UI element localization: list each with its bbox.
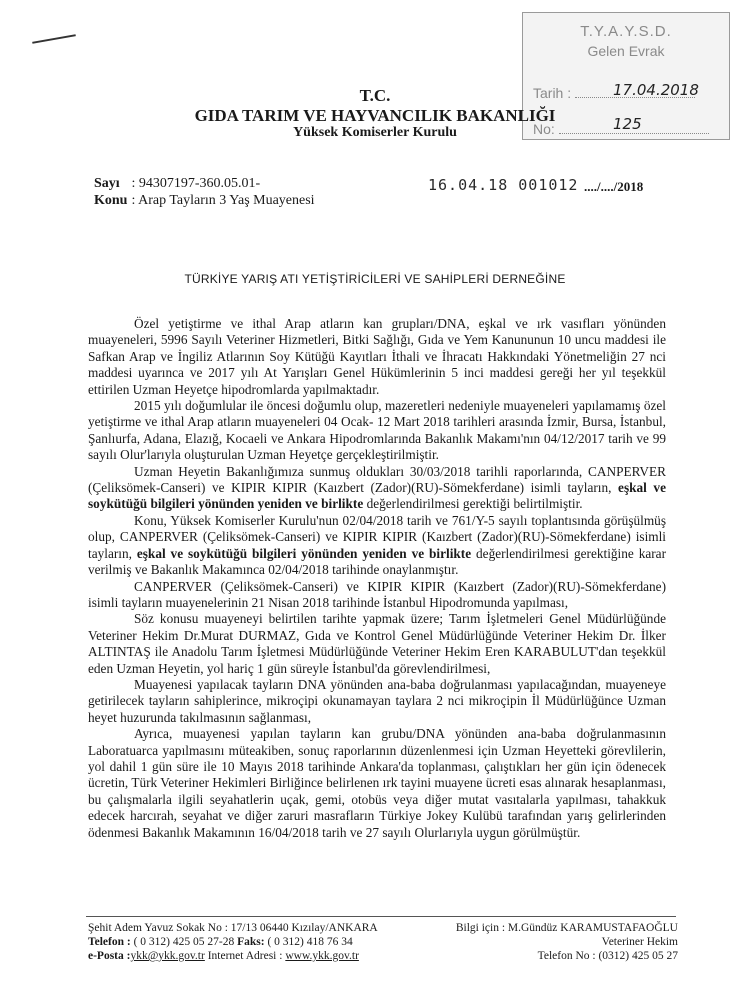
footer-email-link[interactable]: ykk@ykk.gov.tr	[130, 950, 205, 962]
stamp-title: Gelen Evrak	[587, 43, 665, 59]
footer-web-link[interactable]: www.ykk.gov.tr	[285, 950, 359, 962]
paragraph-8: Ayrıca, muayenesi yapılan tayların kan grubu/DNA yönünden ana-baba doğrulanmasının Laboratuarca yapılmasını müteakiben, sonuç raporlarının düzenlenmesi için Uzman Heyetteki görevlilerin, yol dahil 1 gün süre ile 10 Mayıs 2018 tarihinde Ankara'da toplanması, çalıştıkları her gün için ödenecek ücretin, Türk Veteriner Hekimleri Birliğince belirlenen ırk tayini muayene ücreti esas alınarak hesaplanması, bu çalışmalarla ilgili seyahatlerin uçak, gemi, otobüs veya diğer mutat vasıtalarla yapılması, tahakkuk edecek harcırah, seyahat ve diğer zaruri masrafların Türkiye Jokey Kulübü tarafından yarış gelirlerinden ödenmesi Bakanlık Makamının 16/04/2018 tarih ve 27 sayılı Olurlarıyla uygun görülmüştür.	[88, 726, 666, 840]
konu-label: Konu	[94, 193, 128, 208]
paragraph-7: Muayenesi yapılacak tayların DNA yönünden ana-baba doğrulanması yapılacağından, muayeneye getirilecek tayların sahiplerince, mikroçipi okunamayan taylara 2 nci mikroçipin İl Müdürlüğünce Uzman heyet huzurunda takılmasının sağlanması,	[88, 676, 666, 725]
sayi-value: : 94307197-360.05.01-	[131, 176, 261, 191]
footer-phone-row	[88, 935, 378, 949]
footer-web-label: Internet Adresi :	[207, 950, 283, 962]
footer-title: Veteriner Hekim	[601, 936, 678, 948]
footer-address: Şehit Adem Yavuz Sokak No : 17/13 06440 Kızılay/ANKARA	[88, 922, 378, 934]
stamp-date-label: Tarih :	[533, 85, 572, 101]
paragraph-3	[88, 464, 666, 513]
paragraph-6: Söz konusu muayeneyi belirtilen tarihte yapmak üzere; Tarım İşletmeleri Genel Müdürlüğünde Veteriner Hekim Dr.Murat DURMAZ, Gıda ve Kontrol Genel Müdürlüğünde Veteriner Hekim Dr. İlker ALTINTAŞ ile Anadolu Tarım İşletmesi Müdürlüğünde Veteriner Hekim Eren KARABULUT'dan teşekkül eden Uzman Heyetin, yol hariç 1 gün süreyle İstanbul'da görevlendirilmesi,	[88, 611, 666, 676]
footer-phone: ( 0 312) 425 05 27-28	[133, 936, 235, 948]
paragraph-2: 2015 yılı doğumlular ile öncesi doğumlu olup, mazeretleri nedeniyle muayeneleri yapılamamış özel yetiştirme ve ithal Arap atların muayeneleri 04 Ocak- 12 Mart 2018 tarihleri arasında İzmir, Bursa, İstanbul, Şanlıurfa, Adana, Elazığ, Kocaeli ve Ankara Hipodromlarında Bakanlık Makamı'nın 04/12/2017 tarih ve 99 sayılı Olur'larıyla oluşturulan Uzman Heyetçe gerçekleştirilmiştir.	[88, 398, 666, 463]
stamp-no-label: No:	[533, 121, 555, 137]
footer-fax: ( 0 312) 418 76 34	[267, 936, 353, 948]
header-country: T.C.	[359, 86, 391, 105]
footer-address-block	[88, 921, 378, 963]
p4-text: Konu, Yüksek Komiserler Kurulu'nun 02/04/2018 tarih ve 761/Y-5 sayılı toplantısında görüşülmüş olup, CANPERVER (Çeliksömek-Canseri) ve KIPIR KIPIR (Kaızbert (Zador)(RU)-Sömekferdane) isimli tayların,	[88, 512, 666, 561]
konu-value: : Arap Tayların 3 Yaş Muayenesi	[131, 193, 315, 208]
p4-bold: eşkal ve soykütüğü bilgileri yönünden yeniden ve birlikte	[136, 545, 472, 561]
stamp-date-handwritten: 17.04.2018	[613, 81, 699, 99]
footer-fax-label: Faks:	[237, 936, 265, 948]
footer-info: Bilgi için : M.Gündüz KARAMUSTAFAOĞLU	[455, 922, 678, 934]
document-date: ..../..../2018	[584, 179, 644, 194]
header-ministry: GIDA TARIM VE HAYVANCILIK BAKANLIĞI	[194, 106, 556, 125]
p4-end: değerlendirilmesi gerektiğine karar verilmiş ve Bakanlık Makamınca 02/04/2018 tarihinde onaylanmıştır.	[88, 545, 666, 578]
footer-email-label: e-Posta :	[88, 950, 131, 962]
recipient: TÜRKİYE YARIŞ ATI YETİŞTİRİCİLERİ VE SAHİPLERİ DERNEĞİNE	[184, 272, 566, 286]
p3-end: değerlendirilmesi gerektiği belirtilmiştir.	[366, 496, 583, 512]
document-number-stamp: 16.04.18 001012	[428, 176, 579, 194]
sayi-label: Sayı	[94, 176, 120, 191]
p3-text: Uzman Heyetin Bakanlığımıza sunmuş oldukları 30/03/2018 tarihli raporlarında, CANPERVER (Çeliksömek-Canseri) ve KIPIR KIPIR (Kaızbert (Zador)(RU)-Sömekferdane) isimli tayların,	[88, 463, 666, 496]
pen-mark	[32, 34, 76, 44]
header-board: Yüksek Komiserler Kurulu	[293, 125, 457, 140]
paragraph-1: Özel yetiştirme ve ithal Arap atların kan grupları/DNA, eşkal ve ırk vasıfları yönünden muayeneleri, 5996 Sayılı Veteriner Hizmetleri, Bitki Sağlığı, Gıda ve Yem Kanununun 10 uncu maddesi ile Safkan Arap ve İngiliz Atlarının Soy Kütüğü Kayıtları İthali ve İhracatı Hakkındaki Yönetmeliğin 27 nci maddesi uyarınca ve 2017 yılı At Yarışları Genel Hükümlerinin 5 inci maddesi gereği her yıl teşekkül ettirilen Uzman Heyetçe hipodromlarda yapılmaktadır.	[88, 316, 666, 397]
letter-body	[88, 316, 666, 841]
stamp-no-handwritten: 125	[613, 115, 642, 133]
paragraph-5: CANPERVER (Çeliksömek-Canseri) ve KIPIR KIPIR (Kaızbert (Zador)(RU)-Sömekferdane) isimli tayların muayenelerinin 21 Nisan 2018 tarihinde İstanbul Hipodromunda yapılması,	[88, 578, 666, 610]
footer-divider	[86, 916, 676, 917]
konu-row	[94, 193, 315, 209]
footer-contact-block	[438, 921, 678, 963]
footer-phone-label: Telefon :	[88, 936, 131, 948]
stamp-org: T.Y.A.Y.S.D.	[580, 23, 672, 40]
footer-contact-phone: Telefon No : (0312) 425 05 27	[537, 950, 678, 962]
paragraph-4	[88, 513, 666, 579]
p3-bold: eşkal ve soykütüğü bilgileri yönünden yeniden ve birlikte	[88, 480, 666, 512]
sayi-row	[94, 176, 260, 192]
footer-web-row	[88, 949, 378, 963]
